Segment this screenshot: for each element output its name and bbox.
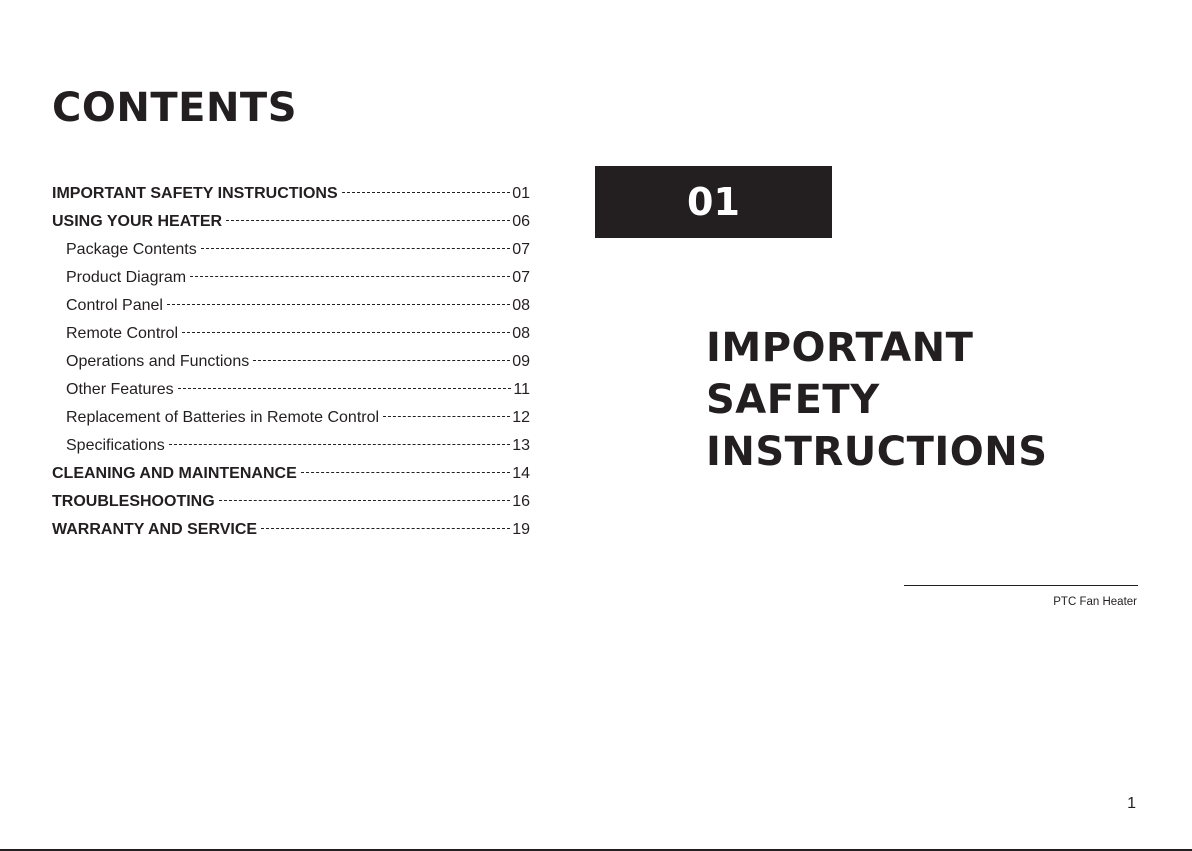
toc-entry-page: 11 <box>513 381 530 398</box>
toc-entry-page: 19 <box>512 521 530 538</box>
toc-entry-page: 16 <box>512 493 530 510</box>
toc-entry-label: Operations and Functions <box>66 353 250 370</box>
chapter-title-line: IMPORTANT <box>706 325 974 371</box>
toc-entry-page: 08 <box>512 297 530 314</box>
toc-entry-page: 06 <box>512 213 530 230</box>
toc-entry-label: TROUBLESHOOTING <box>52 493 215 510</box>
toc-entry-troubleshooting[interactable] <box>52 488 530 516</box>
toc-leader <box>219 500 511 501</box>
toc-leader <box>201 248 510 249</box>
toc-leader <box>178 388 512 389</box>
toc-entry-remote-control[interactable] <box>52 320 530 348</box>
toc-entry-label: WARRANTY AND SERVICE <box>52 521 258 538</box>
toc-entry-replacement-of-batteries[interactable] <box>52 404 530 432</box>
toc-leader <box>167 304 510 305</box>
toc-entry-page: 07 <box>512 241 530 258</box>
toc-leader <box>253 360 510 361</box>
toc-entry-label: CLEANING AND MAINTENANCE <box>52 465 297 482</box>
toc-entry-using-your-heater[interactable] <box>52 208 530 236</box>
chapter-title-line: SAFETY <box>706 377 880 423</box>
toc-entry-page: 14 <box>512 465 530 482</box>
toc-entry-page: 01 <box>512 185 530 202</box>
toc-entry-safety-instructions[interactable] <box>52 180 530 208</box>
toc-entry-label: Specifications <box>66 437 165 454</box>
toc-entry-product-diagram[interactable] <box>52 264 530 292</box>
toc-leader <box>169 444 510 445</box>
page-number: 1 <box>1127 795 1136 812</box>
toc-entry-cleaning-and-maintenance[interactable] <box>52 460 530 488</box>
toc-entry-control-panel[interactable] <box>52 292 530 320</box>
chapter-title-line: INSTRUCTIONS <box>706 429 1048 475</box>
toc-leader <box>182 332 510 333</box>
toc-leader <box>342 192 511 193</box>
toc-entry-label: USING YOUR HEATER <box>52 213 223 230</box>
toc-entry-label: IMPORTANT SAFETY INSTRUCTIONS <box>52 185 338 202</box>
toc-entry-page: 08 <box>512 325 530 342</box>
chapter-title <box>706 322 1146 478</box>
toc-entry-specifications[interactable] <box>52 432 530 460</box>
toc-entry-label: Remote Control <box>66 325 179 342</box>
toc-leader <box>226 220 510 221</box>
toc-entry-label: Other Features <box>66 381 174 398</box>
toc-entry-page: 07 <box>512 269 530 286</box>
footer-divider <box>904 585 1138 586</box>
toc-entry-other-features[interactable] <box>52 376 530 404</box>
toc-entry-warranty-and-service[interactable] <box>52 516 530 544</box>
toc-leader <box>261 528 510 529</box>
toc-entry-page: 12 <box>512 409 530 426</box>
toc-leader <box>383 416 510 417</box>
table-of-contents <box>52 180 530 544</box>
toc-entry-page: 09 <box>512 353 530 370</box>
chapter-number-badge: 01 <box>595 166 832 238</box>
product-name: PTC Fan Heater <box>1053 596 1137 608</box>
toc-entry-package-contents[interactable] <box>52 236 530 264</box>
contents-title: CONTENTS <box>52 85 298 131</box>
toc-entry-label: Control Panel <box>66 297 163 314</box>
toc-entry-operations-and-functions[interactable] <box>52 348 530 376</box>
toc-leader <box>301 472 510 473</box>
toc-entry-label: Product Diagram <box>66 269 187 286</box>
toc-entry-label: Replacement of Batteries in Remote Control <box>66 409 380 426</box>
toc-leader <box>190 276 510 277</box>
toc-entry-label: Package Contents <box>66 241 197 258</box>
toc-entry-page: 13 <box>512 437 530 454</box>
